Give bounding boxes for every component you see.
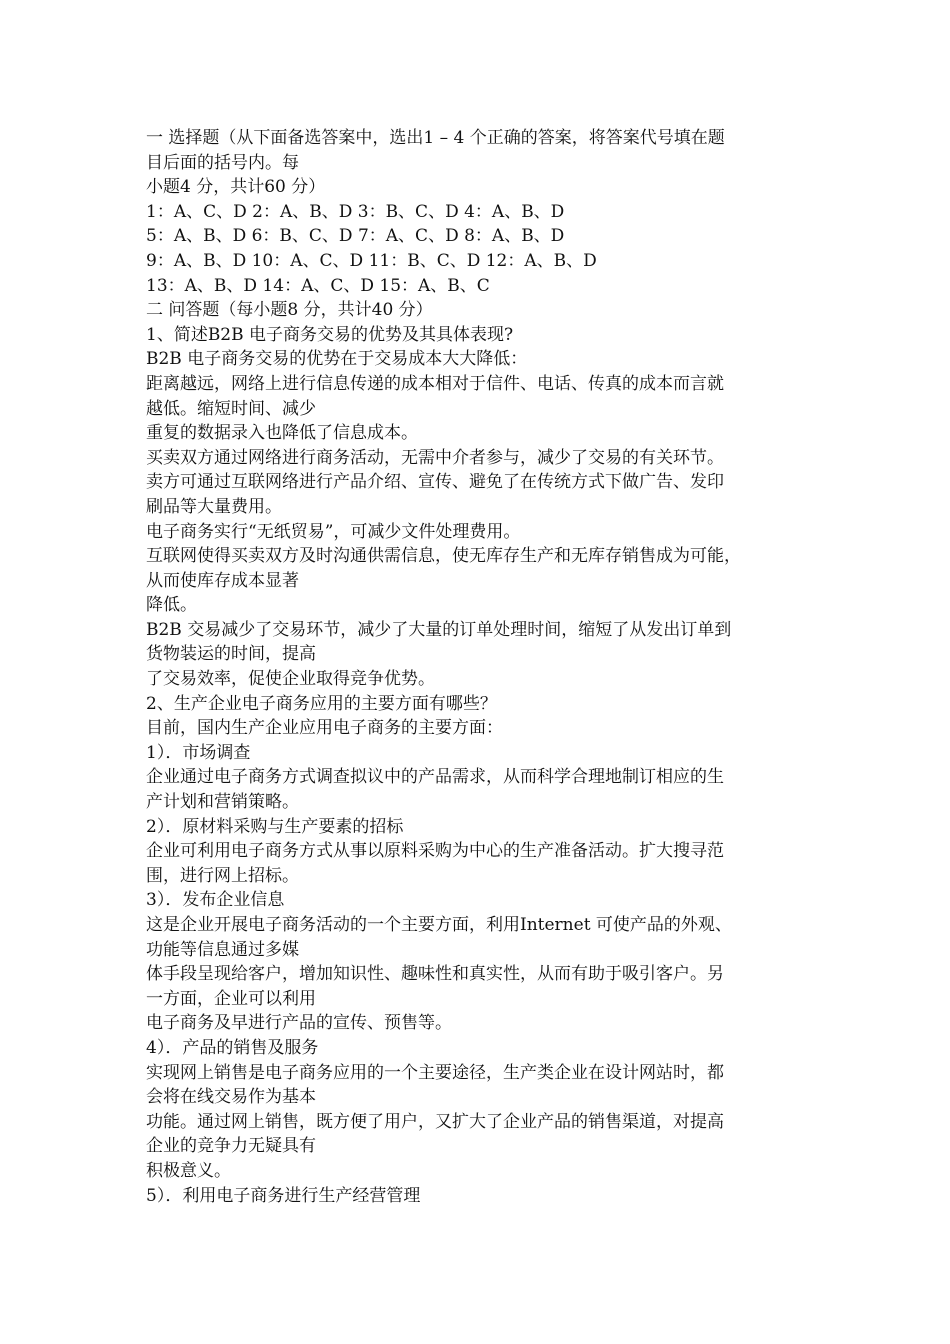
text-line: B2B 交易减少了交易环节，减少了大量的订单处理时间，缩短了从发出订单到 xyxy=(146,619,732,640)
text-line: 降低。 xyxy=(146,595,197,616)
text-line: 1、简述B2B 电子商务交易的优势及其具体表现? xyxy=(146,324,514,345)
text-line: 产计划和营销策略。 xyxy=(146,792,299,813)
text-line: 企业通过电子商务方式调查拟议中的产品需求，从而科学合理地制订相应的生 xyxy=(146,767,724,788)
text-line: 二 问答题（每小题8 分，共计40 分） xyxy=(146,300,433,321)
text-line: 重复的数据录入也降低了信息成本。 xyxy=(146,423,418,444)
text-line: B2B 电子商务交易的优势在于交易成本大大降低： xyxy=(146,349,528,370)
text-line: 货物装运的时间，提高 xyxy=(146,644,316,665)
text-line: 积极意义。 xyxy=(146,1160,231,1181)
document-body xyxy=(146,126,816,1208)
text-line: 实现网上销售是电子商务应用的一个主要途径，生产类企业在设计网站时，都 xyxy=(146,1062,724,1083)
text-line: 4）．产品的销售及服务 xyxy=(146,1037,319,1058)
text-line: 围，进行网上招标。 xyxy=(146,865,299,886)
text-line: 企业可利用电子商务方式从事以原料采购为中心的生产准备活动。扩大搜寻范 xyxy=(146,841,724,862)
text-line: 小题4 分，共计60 分） xyxy=(146,177,326,198)
text-line: 9：A、B、D 10：A、C、D 11：B、C、D 12：A、B、D xyxy=(146,250,597,271)
text-line: 3）．发布企业信息 xyxy=(146,890,285,911)
text-line: 1：A、C、D 2：A、B、D 3：B、C、D 4：A、B、D xyxy=(146,201,565,222)
text-line: 电子商务及早进行产品的宣传、预售等。 xyxy=(146,1013,452,1034)
text-line: 2、生产企业电子商务应用的主要方面有哪些？ xyxy=(146,693,497,714)
text-line: 越低。缩短时间、减少 xyxy=(146,398,316,419)
text-line: 目前，国内生产企业应用电子商务的主要方面： xyxy=(146,718,503,739)
text-line: 一 选择题（从下面备选答案中，选出1 – 4 个正确的答案，将答案代号填在题 xyxy=(146,128,725,148)
text-line: 体手段呈现给客户，增加知识性、趣味性和真实性，从而有助于吸引客户。另 xyxy=(146,964,724,985)
text-line: 目后面的括号内。每 xyxy=(146,152,299,173)
text-line: 距离越远，网络上进行信息传递的成本相对于信件、电话、传真的成本而言就 xyxy=(146,373,724,394)
text-line: 买卖双方通过网络进行商务活动，无需中介者参与，减少了交易的有关环节。 xyxy=(146,447,724,468)
text-line: 2）．原材料采购与生产要素的招标 xyxy=(146,816,404,837)
text-line: 1）．市场调查 xyxy=(146,742,251,763)
text-line: 从而使库存成本显著 xyxy=(146,570,299,591)
text-line: 功能。通过网上销售，既方便了用户，又扩大了企业产品的销售渠道，对提高 xyxy=(146,1111,724,1132)
text-line: 电子商务实行“无纸贸易”，可减少文件处理费用。 xyxy=(146,521,521,542)
text-line: 互联网使得买卖双方及时沟通供需信息，使无库存生产和无库存销售成为可能， xyxy=(146,546,741,567)
text-line: 了交易效率，促使企业取得竞争优势。 xyxy=(146,669,435,690)
text-line: 功能等信息通过多媒 xyxy=(146,939,299,960)
text-line: 会将在线交易作为基本 xyxy=(146,1087,316,1108)
text-line: 这是企业开展电子商务活动的一个主要方面，利用Internet 可使产品的外观、 xyxy=(146,915,732,935)
text-line: 13：A、B、D 14：A、C、D 15：A、B、C xyxy=(146,275,490,296)
text-line: 企业的竞争力无疑具有 xyxy=(146,1136,316,1157)
text-line: 5：A、B、D 6：B、C、D 7：A、C、D 8：A、B、D xyxy=(146,226,565,247)
text-line: 5）．利用电子商务进行生产经营管理 xyxy=(146,1185,421,1206)
text-line: 一方面，企业可以利用 xyxy=(146,988,316,1009)
text-line: 卖方可通过互联网络进行产品介绍、宣传、避免了在传统方式下做广告、发印 xyxy=(146,472,724,493)
text-line: 刷品等大量费用。 xyxy=(146,496,282,517)
